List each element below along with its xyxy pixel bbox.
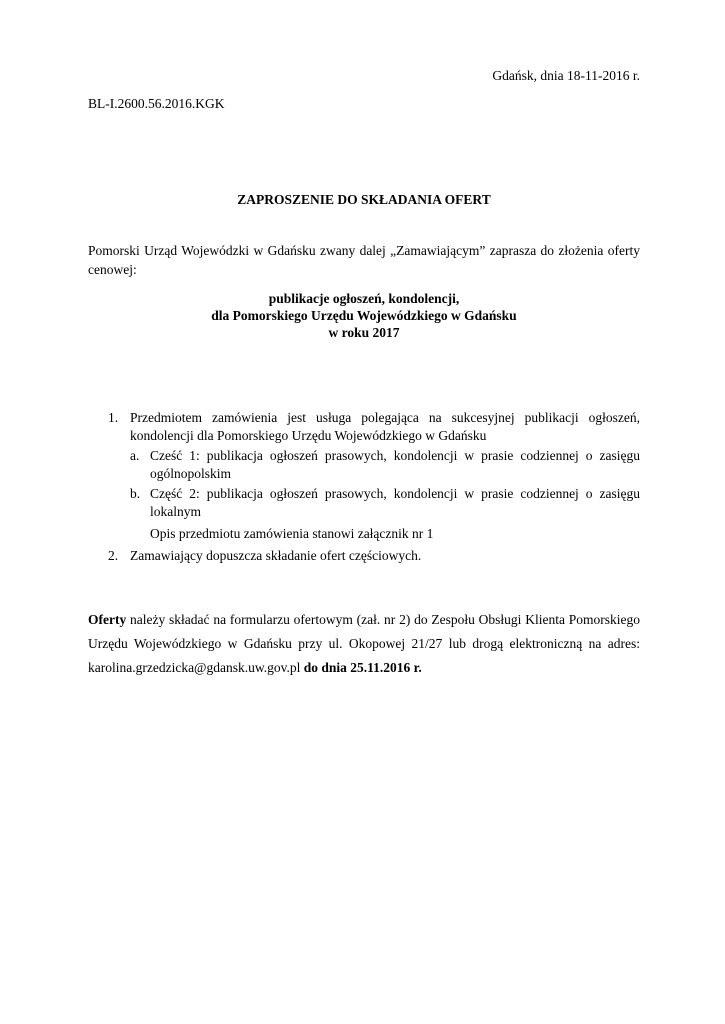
list-item-text: Zamawiający dopuszcza składanie ofert częściowych.: [130, 548, 422, 563]
attachment-note: Opis przedmiotu zamówienia stanowi załącznik nr 1: [150, 526, 434, 541]
document-title: ZAPROSZENIE DO SKŁADANIA OFERT: [237, 192, 491, 207]
sub-item-text: Cześć 1: publikacja ogłoszeń prasowych, kondolencji w prasie codziennej o zasięgu ogólnopolskim: [150, 448, 640, 481]
sub-item-b: [88, 485, 640, 521]
offer-paragraph: [88, 608, 640, 680]
list-item-number: 2.: [108, 548, 119, 563]
numbered-list: [88, 409, 640, 565]
intro-paragraph: Pomorski Urząd Wojewódzki w Gdańsku zwany dalej „Zamawiającym” zaprasza do złożenia oferty cenowej:: [88, 243, 640, 277]
subject-line-3: w roku 2017: [328, 325, 400, 340]
subject-line-2: dla Pomorskiego Urzędu Wojewódzkiego w Gdańsku: [211, 308, 517, 323]
offer-text: należy składać na formularzu ofertowym (zał. nr 2) do Zespołu Obsługi Klienta Pomorskiego Urzędu Wojewódzkiego w Gdańsku przy ul. Okopowej 21/27 lub drogą elektroniczną na adres: karolina.grzedzicka@gdansk.uw.gov.pl: [88, 612, 640, 675]
list-item-number: 1.: [108, 410, 119, 425]
list-item-1: [88, 409, 640, 445]
subject-block: [88, 290, 640, 341]
reference-number: BL-I.2600.56.2016.KGK: [88, 96, 225, 111]
list-item-2: [88, 547, 640, 565]
sub-item-a: [88, 447, 640, 483]
list-item-text: Przedmiotem zamówienia jest usługa polegająca na sukcesyjnej publikacji ogłoszeń, kondolencji dla Pomorskiego Urzędu Wojewódzkiego w Gdańsku: [130, 410, 640, 443]
sub-item-letter: b.: [130, 486, 141, 501]
offer-bold-start: Oferty: [88, 612, 127, 627]
sub-item-text: Część 2: publikacja ogłoszeń prasowych, kondolencji w prasie codziennej o zasięgu lokalnym: [150, 486, 640, 519]
offer-deadline: do dnia 25.11.2016 r.: [303, 660, 422, 675]
sub-item-letter: a.: [130, 448, 140, 463]
date-line: Gdańsk, dnia 18-11-2016 r.: [492, 68, 640, 83]
subject-line-1: publikacje ogłoszeń, kondolencji,: [268, 291, 460, 306]
